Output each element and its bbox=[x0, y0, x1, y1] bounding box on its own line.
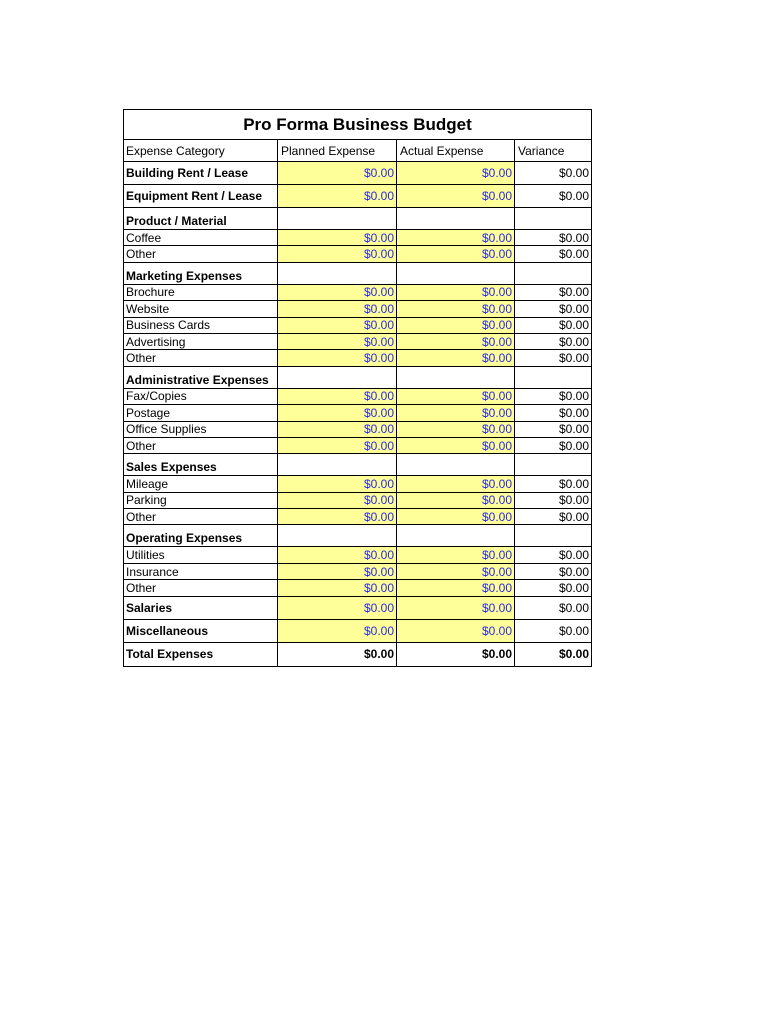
empty-cell bbox=[515, 454, 591, 475]
header-variance: Variance bbox=[518, 143, 565, 158]
planned-cell[interactable]: $0.00 bbox=[278, 476, 397, 491]
empty-cell bbox=[515, 367, 591, 388]
actual-cell[interactable]: $0.00 bbox=[397, 301, 515, 316]
actual-cell[interactable]: $0.00 bbox=[397, 185, 515, 207]
variance-cell: $0.00 bbox=[558, 351, 589, 366]
header-row bbox=[124, 140, 591, 162]
row-building-rent bbox=[124, 162, 591, 185]
empty-cell bbox=[397, 263, 515, 284]
planned-cell[interactable]: $0.00 bbox=[278, 438, 397, 453]
actual-cell[interactable]: $0.00 bbox=[397, 493, 515, 508]
section-operating bbox=[124, 525, 591, 596]
list-item bbox=[124, 492, 591, 508]
empty-cell bbox=[278, 263, 397, 284]
empty-cell bbox=[397, 367, 515, 388]
actual-cell[interactable]: $0.00 bbox=[397, 476, 515, 491]
actual-cell[interactable]: $0.00 bbox=[397, 564, 515, 579]
empty-cell bbox=[397, 208, 515, 229]
header-actual: Actual Expense bbox=[397, 140, 515, 161]
actual-cell[interactable]: $0.00 bbox=[397, 620, 515, 642]
section-header bbox=[124, 454, 591, 475]
empty-cell bbox=[278, 454, 397, 475]
item-label: Business Cards bbox=[124, 318, 278, 333]
item-label: Other bbox=[124, 350, 278, 365]
actual-cell[interactable]: $0.00 bbox=[397, 547, 515, 562]
actual-cell[interactable]: $0.00 bbox=[397, 597, 515, 619]
variance-cell: $0.00 bbox=[558, 389, 589, 404]
empty-cell bbox=[515, 263, 591, 284]
actual-cell[interactable]: $0.00 bbox=[397, 350, 515, 365]
planned-cell[interactable]: $0.00 bbox=[278, 318, 397, 333]
planned-cell[interactable]: $0.00 bbox=[278, 230, 397, 245]
actual-cell[interactable]: $0.00 bbox=[397, 285, 515, 300]
variance-cell: $0.00 bbox=[558, 509, 589, 524]
planned-cell[interactable]: $0.00 bbox=[278, 301, 397, 316]
list-item bbox=[124, 404, 591, 420]
empty-cell bbox=[515, 208, 591, 229]
actual-cell[interactable]: $0.00 bbox=[397, 334, 515, 349]
item-label: Office Supplies bbox=[124, 422, 278, 437]
actual-cell[interactable]: $0.00 bbox=[397, 422, 515, 437]
empty-cell bbox=[278, 208, 397, 229]
section-header bbox=[124, 367, 591, 388]
header-planned: Planned Expense bbox=[278, 140, 397, 161]
list-item bbox=[124, 317, 591, 333]
row-salaries bbox=[124, 597, 591, 620]
planned-cell[interactable]: $0.00 bbox=[278, 185, 397, 207]
empty-cell bbox=[278, 367, 397, 388]
planned-cell[interactable]: $0.00 bbox=[278, 162, 397, 184]
row-label: Equipment Rent / Lease bbox=[124, 185, 278, 207]
item-label: Other bbox=[124, 509, 278, 524]
planned-cell[interactable]: $0.00 bbox=[278, 509, 397, 524]
planned-cell[interactable]: $0.00 bbox=[278, 285, 397, 300]
item-label: Postage bbox=[124, 405, 278, 420]
sheet-title: Pro Forma Business Budget bbox=[124, 110, 591, 140]
row-label: Miscellaneous bbox=[124, 620, 278, 642]
variance-cell: $0.00 bbox=[558, 247, 589, 262]
section-marketing bbox=[124, 263, 591, 367]
empty-cell bbox=[397, 525, 515, 546]
list-item bbox=[124, 508, 591, 524]
variance-cell: $0.00 bbox=[558, 405, 589, 420]
section-label: Administrative Expenses bbox=[124, 367, 278, 388]
planned-cell[interactable]: $0.00 bbox=[278, 547, 397, 562]
planned-cell[interactable]: $0.00 bbox=[278, 350, 397, 365]
variance-total: $0.00 bbox=[558, 647, 589, 662]
item-label: Utilities bbox=[124, 547, 278, 562]
list-item bbox=[124, 546, 591, 562]
list-item bbox=[124, 349, 591, 365]
section-product bbox=[124, 208, 591, 263]
variance-cell: $0.00 bbox=[558, 166, 589, 180]
actual-cell[interactable]: $0.00 bbox=[397, 389, 515, 404]
list-item bbox=[124, 437, 591, 453]
section-header bbox=[124, 525, 591, 546]
planned-cell[interactable]: $0.00 bbox=[278, 334, 397, 349]
section-header bbox=[124, 263, 591, 284]
row-label: Salaries bbox=[124, 597, 278, 619]
item-label: Other bbox=[124, 438, 278, 453]
planned-cell[interactable]: $0.00 bbox=[278, 246, 397, 261]
variance-cell: $0.00 bbox=[558, 564, 589, 579]
list-item bbox=[124, 245, 591, 261]
budget-spreadsheet bbox=[123, 109, 592, 667]
item-label: Parking bbox=[124, 493, 278, 508]
list-item bbox=[124, 579, 591, 595]
item-label: Mileage bbox=[124, 476, 278, 491]
variance-cell: $0.00 bbox=[558, 422, 589, 437]
actual-cell[interactable]: $0.00 bbox=[397, 509, 515, 524]
planned-cell[interactable]: $0.00 bbox=[278, 493, 397, 508]
row-label: Total Expenses bbox=[124, 643, 278, 666]
row-miscellaneous bbox=[124, 620, 591, 643]
variance-cell: $0.00 bbox=[558, 493, 589, 508]
list-item bbox=[124, 300, 591, 316]
planned-cell[interactable]: $0.00 bbox=[278, 564, 397, 579]
variance-cell: $0.00 bbox=[558, 600, 589, 615]
list-item bbox=[124, 333, 591, 349]
list-item bbox=[124, 475, 591, 491]
variance-cell: $0.00 bbox=[558, 230, 589, 245]
actual-cell[interactable]: $0.00 bbox=[397, 318, 515, 333]
actual-cell[interactable]: $0.00 bbox=[397, 438, 515, 453]
variance-cell: $0.00 bbox=[558, 438, 589, 453]
actual-cell[interactable]: $0.00 bbox=[397, 580, 515, 595]
variance-cell: $0.00 bbox=[558, 548, 589, 563]
empty-cell bbox=[278, 525, 397, 546]
item-label: Coffee bbox=[124, 230, 278, 245]
item-label: Brochure bbox=[124, 285, 278, 300]
row-equipment-rent bbox=[124, 185, 591, 208]
planned-cell[interactable]: $0.00 bbox=[278, 422, 397, 437]
section-label: Product / Material bbox=[124, 208, 278, 229]
actual-cell[interactable]: $0.00 bbox=[397, 230, 515, 245]
list-item bbox=[124, 284, 591, 300]
item-label: Other bbox=[124, 246, 278, 261]
item-label: Insurance bbox=[124, 564, 278, 579]
variance-cell: $0.00 bbox=[558, 285, 589, 300]
item-label: Advertising bbox=[124, 334, 278, 349]
variance-cell: $0.00 bbox=[558, 318, 589, 333]
section-label: Sales Expenses bbox=[124, 454, 278, 475]
planned-cell[interactable]: $0.00 bbox=[278, 580, 397, 595]
item-label: Fax/Copies bbox=[124, 389, 278, 404]
actual-cell[interactable]: $0.00 bbox=[397, 405, 515, 420]
variance-cell: $0.00 bbox=[558, 301, 589, 316]
section-administrative bbox=[124, 367, 591, 455]
list-item bbox=[124, 388, 591, 404]
actual-total: $0.00 bbox=[397, 643, 515, 666]
list-item bbox=[124, 229, 591, 245]
actual-cell[interactable]: $0.00 bbox=[397, 246, 515, 261]
variance-cell: $0.00 bbox=[558, 334, 589, 349]
header-category: Expense Category bbox=[124, 140, 278, 161]
planned-cell[interactable]: $0.00 bbox=[278, 620, 397, 642]
section-sales bbox=[124, 454, 591, 525]
variance-cell: $0.00 bbox=[558, 476, 589, 491]
variance-cell: $0.00 bbox=[558, 189, 589, 203]
item-label: Other bbox=[124, 580, 278, 595]
list-item bbox=[124, 421, 591, 437]
row-label: Building Rent / Lease bbox=[124, 162, 278, 184]
actual-cell[interactable]: $0.00 bbox=[397, 162, 515, 184]
planned-cell[interactable]: $0.00 bbox=[278, 597, 397, 619]
planned-total: $0.00 bbox=[278, 643, 397, 666]
planned-cell[interactable]: $0.00 bbox=[278, 405, 397, 420]
empty-cell bbox=[515, 525, 591, 546]
variance-cell: $0.00 bbox=[558, 623, 589, 638]
list-item bbox=[124, 563, 591, 579]
item-label: Website bbox=[124, 301, 278, 316]
row-total-expenses bbox=[124, 643, 591, 666]
section-label: Marketing Expenses bbox=[124, 263, 278, 284]
variance-cell: $0.00 bbox=[558, 580, 589, 595]
empty-cell bbox=[397, 454, 515, 475]
section-header bbox=[124, 208, 591, 229]
section-label: Operating Expenses bbox=[124, 525, 278, 546]
planned-cell[interactable]: $0.00 bbox=[278, 389, 397, 404]
